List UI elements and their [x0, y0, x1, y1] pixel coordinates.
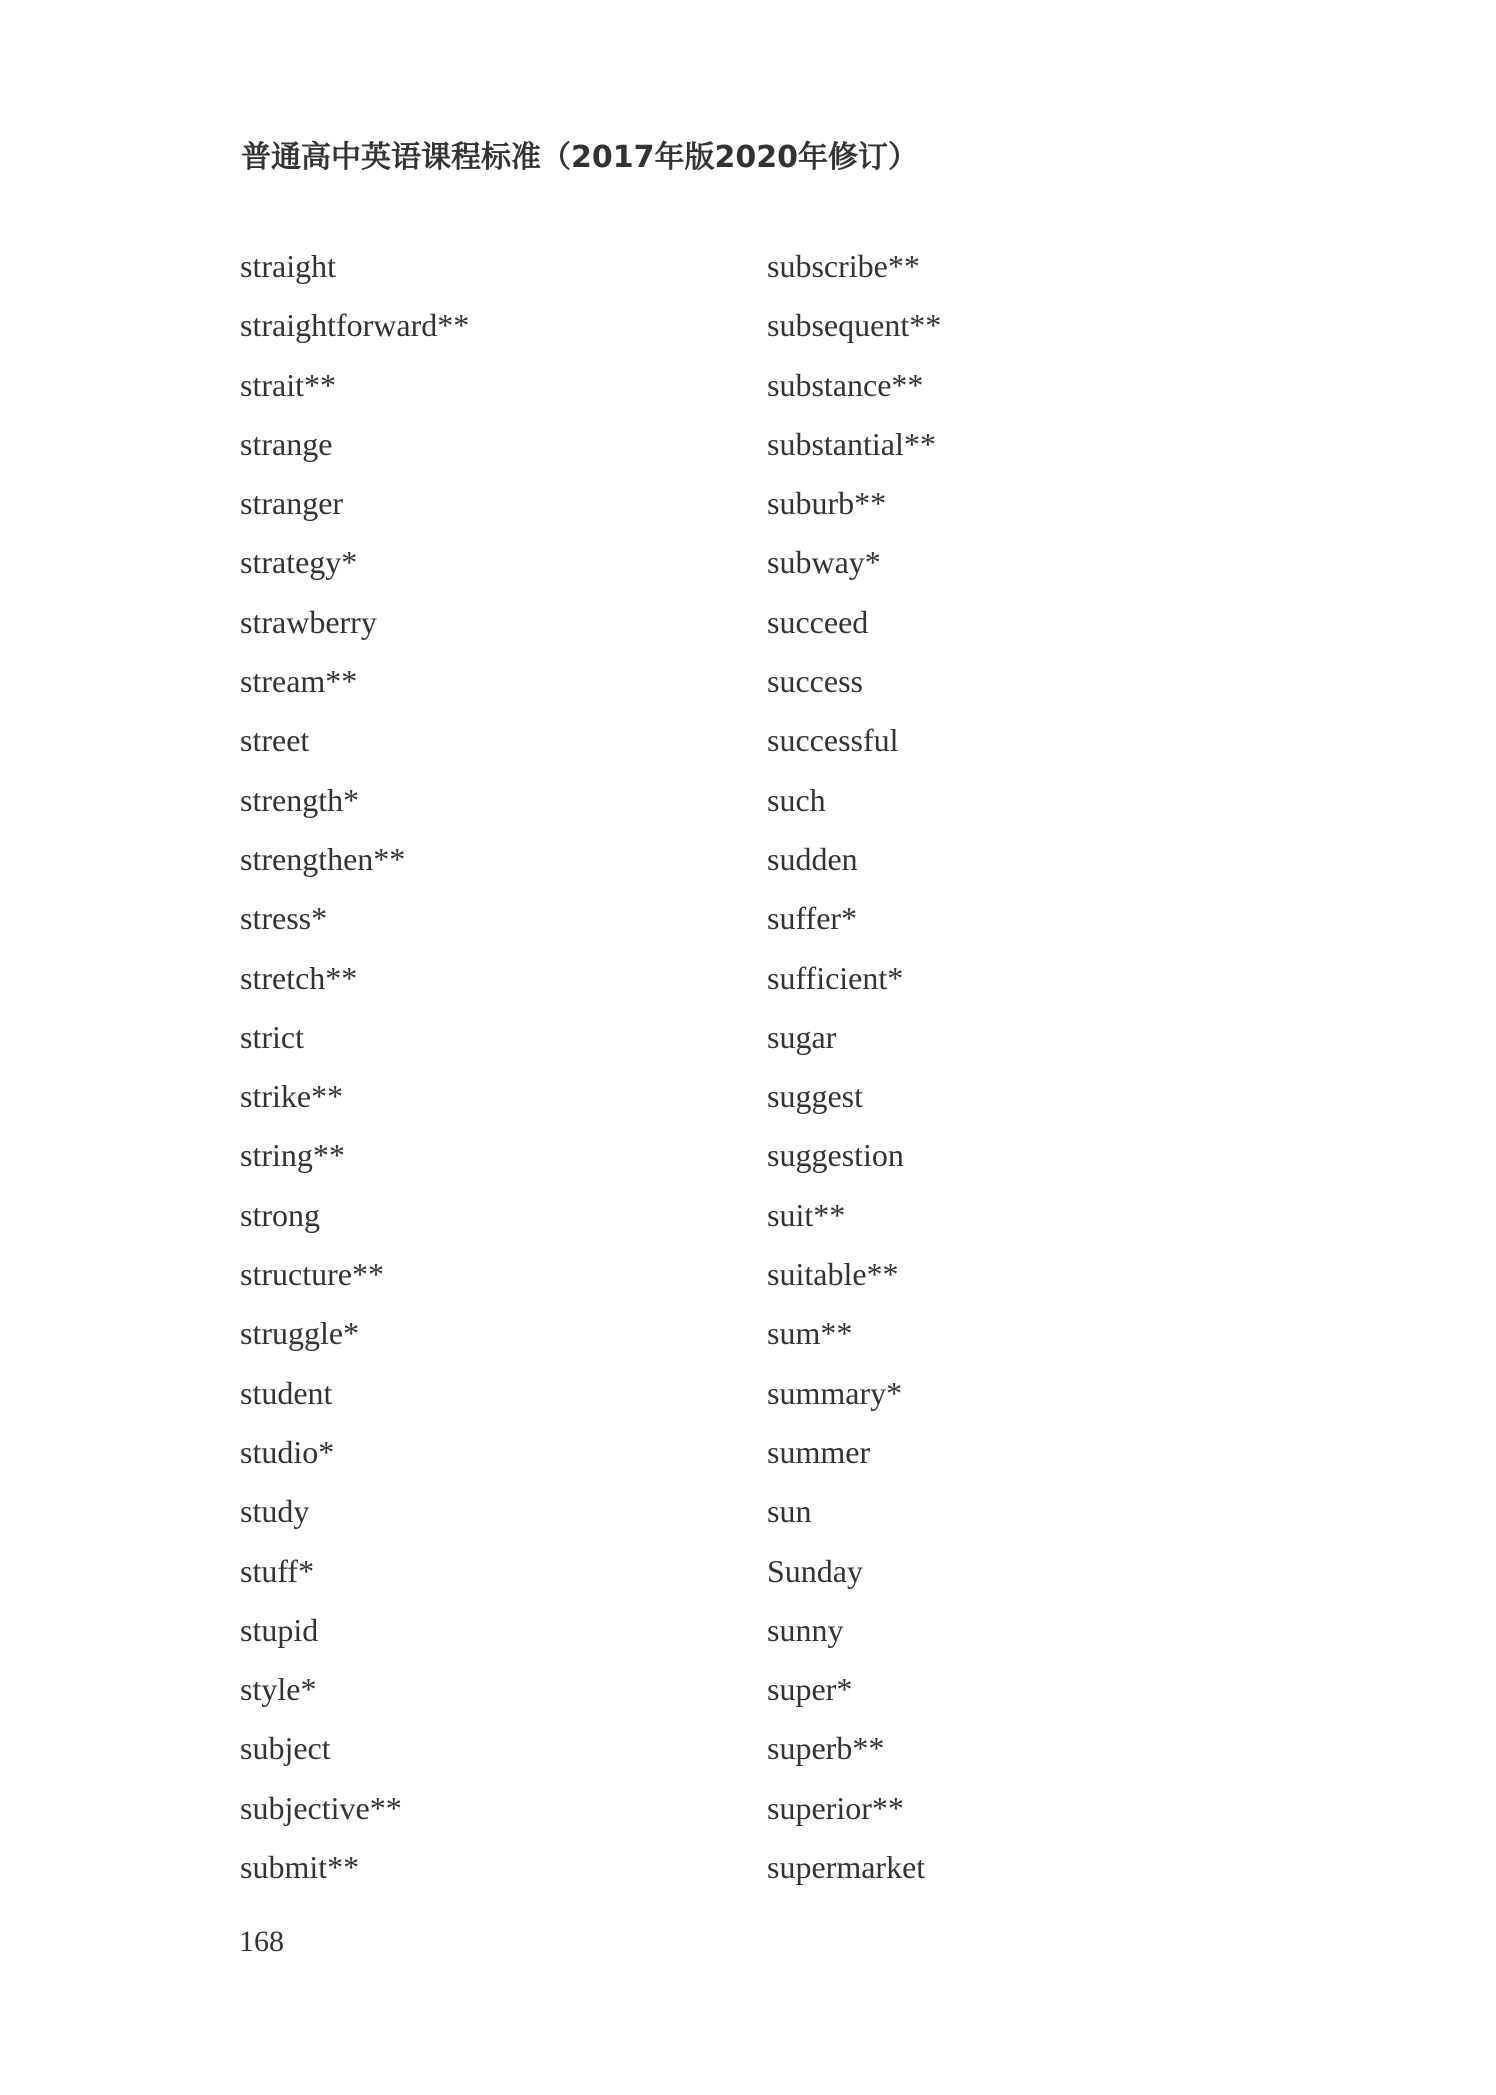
- word-entry: suitable**: [767, 1256, 899, 1293]
- word-entry: supermarket: [767, 1849, 926, 1886]
- word-entry: suit**: [767, 1196, 846, 1233]
- word-entry: string**: [240, 1137, 345, 1174]
- word-entry: success: [767, 663, 863, 700]
- word-entry: straight: [240, 248, 336, 284]
- word-entry: studio*: [240, 1433, 335, 1470]
- page-title: 普通高中英语课程标准（2017年版2020年修订）: [241, 140, 918, 175]
- word-entry: strong: [240, 1196, 320, 1233]
- word-entry: study: [240, 1493, 310, 1530]
- word-entry: successful: [767, 722, 899, 759]
- word-list-right: [767, 244, 941, 1904]
- word-entry: subjective**: [240, 1789, 402, 1826]
- word-entry: such: [767, 781, 826, 818]
- word-entry: strange: [240, 425, 333, 462]
- word-entry: sugar: [767, 1018, 837, 1055]
- word-entry: sudden: [767, 840, 858, 877]
- word-entry: structure**: [240, 1256, 384, 1293]
- word-entry: strength*: [240, 781, 360, 818]
- word-entry: superb**: [767, 1730, 885, 1767]
- word-entry: stuff*: [240, 1552, 315, 1589]
- word-entry: superior**: [767, 1789, 904, 1826]
- word-entry: sun: [767, 1493, 812, 1530]
- word-entry: stretch**: [240, 959, 358, 996]
- word-list-left: [240, 244, 469, 1904]
- word-entry: suggestion: [767, 1137, 904, 1174]
- word-entry: suggest: [767, 1078, 863, 1115]
- word-entry: submit**: [240, 1849, 360, 1886]
- word-entry: stranger: [240, 485, 344, 522]
- word-entry: sum**: [767, 1315, 853, 1352]
- word-entry: strawberry: [240, 603, 377, 640]
- word-entry: strait**: [240, 366, 336, 403]
- word-entry: suffer*: [767, 900, 858, 937]
- word-entry: summer: [767, 1433, 871, 1470]
- word-entry: substantial**: [767, 425, 936, 462]
- word-entry: strengthen**: [240, 840, 406, 877]
- word-entry: suburb**: [767, 485, 887, 522]
- word-entry: street: [240, 722, 310, 759]
- page-number: 168: [239, 1925, 284, 1958]
- word-entry: summary*: [767, 1374, 903, 1411]
- word-entry: sufficient*: [767, 959, 904, 996]
- word-entry: super*: [767, 1671, 853, 1708]
- word-entry: stream**: [240, 663, 358, 700]
- word-entry: straightforward**: [240, 307, 470, 344]
- word-entry: subscribe**: [767, 248, 920, 284]
- word-entry: style*: [240, 1671, 317, 1708]
- word-entry: Sunday: [767, 1552, 863, 1589]
- word-entry: subsequent**: [767, 307, 942, 344]
- word-entry: subject: [240, 1730, 331, 1767]
- word-entry: strategy*: [240, 544, 358, 581]
- word-entry: sunny: [767, 1611, 844, 1648]
- word-entry: student: [240, 1374, 333, 1411]
- word-entry: subway*: [767, 544, 881, 581]
- word-entry: succeed: [767, 603, 869, 640]
- word-entry: struggle*: [240, 1315, 360, 1352]
- word-entry: strike**: [240, 1078, 344, 1115]
- word-entry: substance**: [767, 366, 924, 403]
- word-entry: stupid: [240, 1611, 319, 1648]
- word-entry: strict: [240, 1018, 304, 1055]
- word-entry: stress*: [240, 900, 328, 937]
